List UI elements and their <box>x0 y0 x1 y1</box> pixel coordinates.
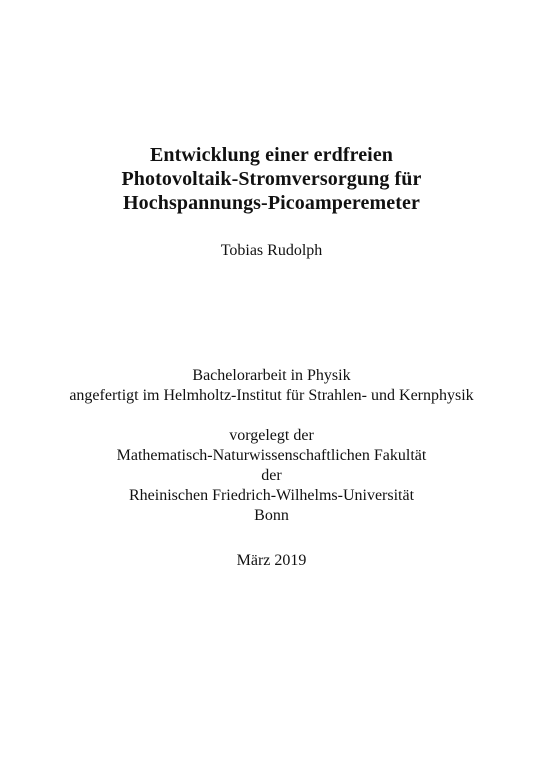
author-name: Tobias Rudolph <box>220 242 323 259</box>
submission-city: Bonn <box>254 507 289 524</box>
submission-line-3: der <box>261 467 282 484</box>
title-line-2: Photovoltaik-Stromversorgung für <box>121 168 422 190</box>
title-line-1: Entwicklung einer erdfreien <box>149 144 394 166</box>
submission-university: Rheinischen Friedrich-Wilhelms-Universität <box>128 487 415 504</box>
submission-date: März 2019 <box>236 552 307 569</box>
thesis-type: Bachelorarbeit in Physik <box>192 367 351 384</box>
title-line-3: Hochspannungs-Picoamperemeter <box>123 192 420 214</box>
thesis-title <box>0 143 543 215</box>
submission-line-1: vorgelegt der <box>229 427 314 444</box>
submission-info <box>0 426 543 526</box>
thesis-description <box>0 366 543 406</box>
thesis-institute: angefertigt im Helmholtz-Institut für Strahlen- und Kernphysik <box>69 387 474 404</box>
submission-faculty: Mathematisch-Naturwissenschaftlichen Fakultät <box>116 447 427 464</box>
